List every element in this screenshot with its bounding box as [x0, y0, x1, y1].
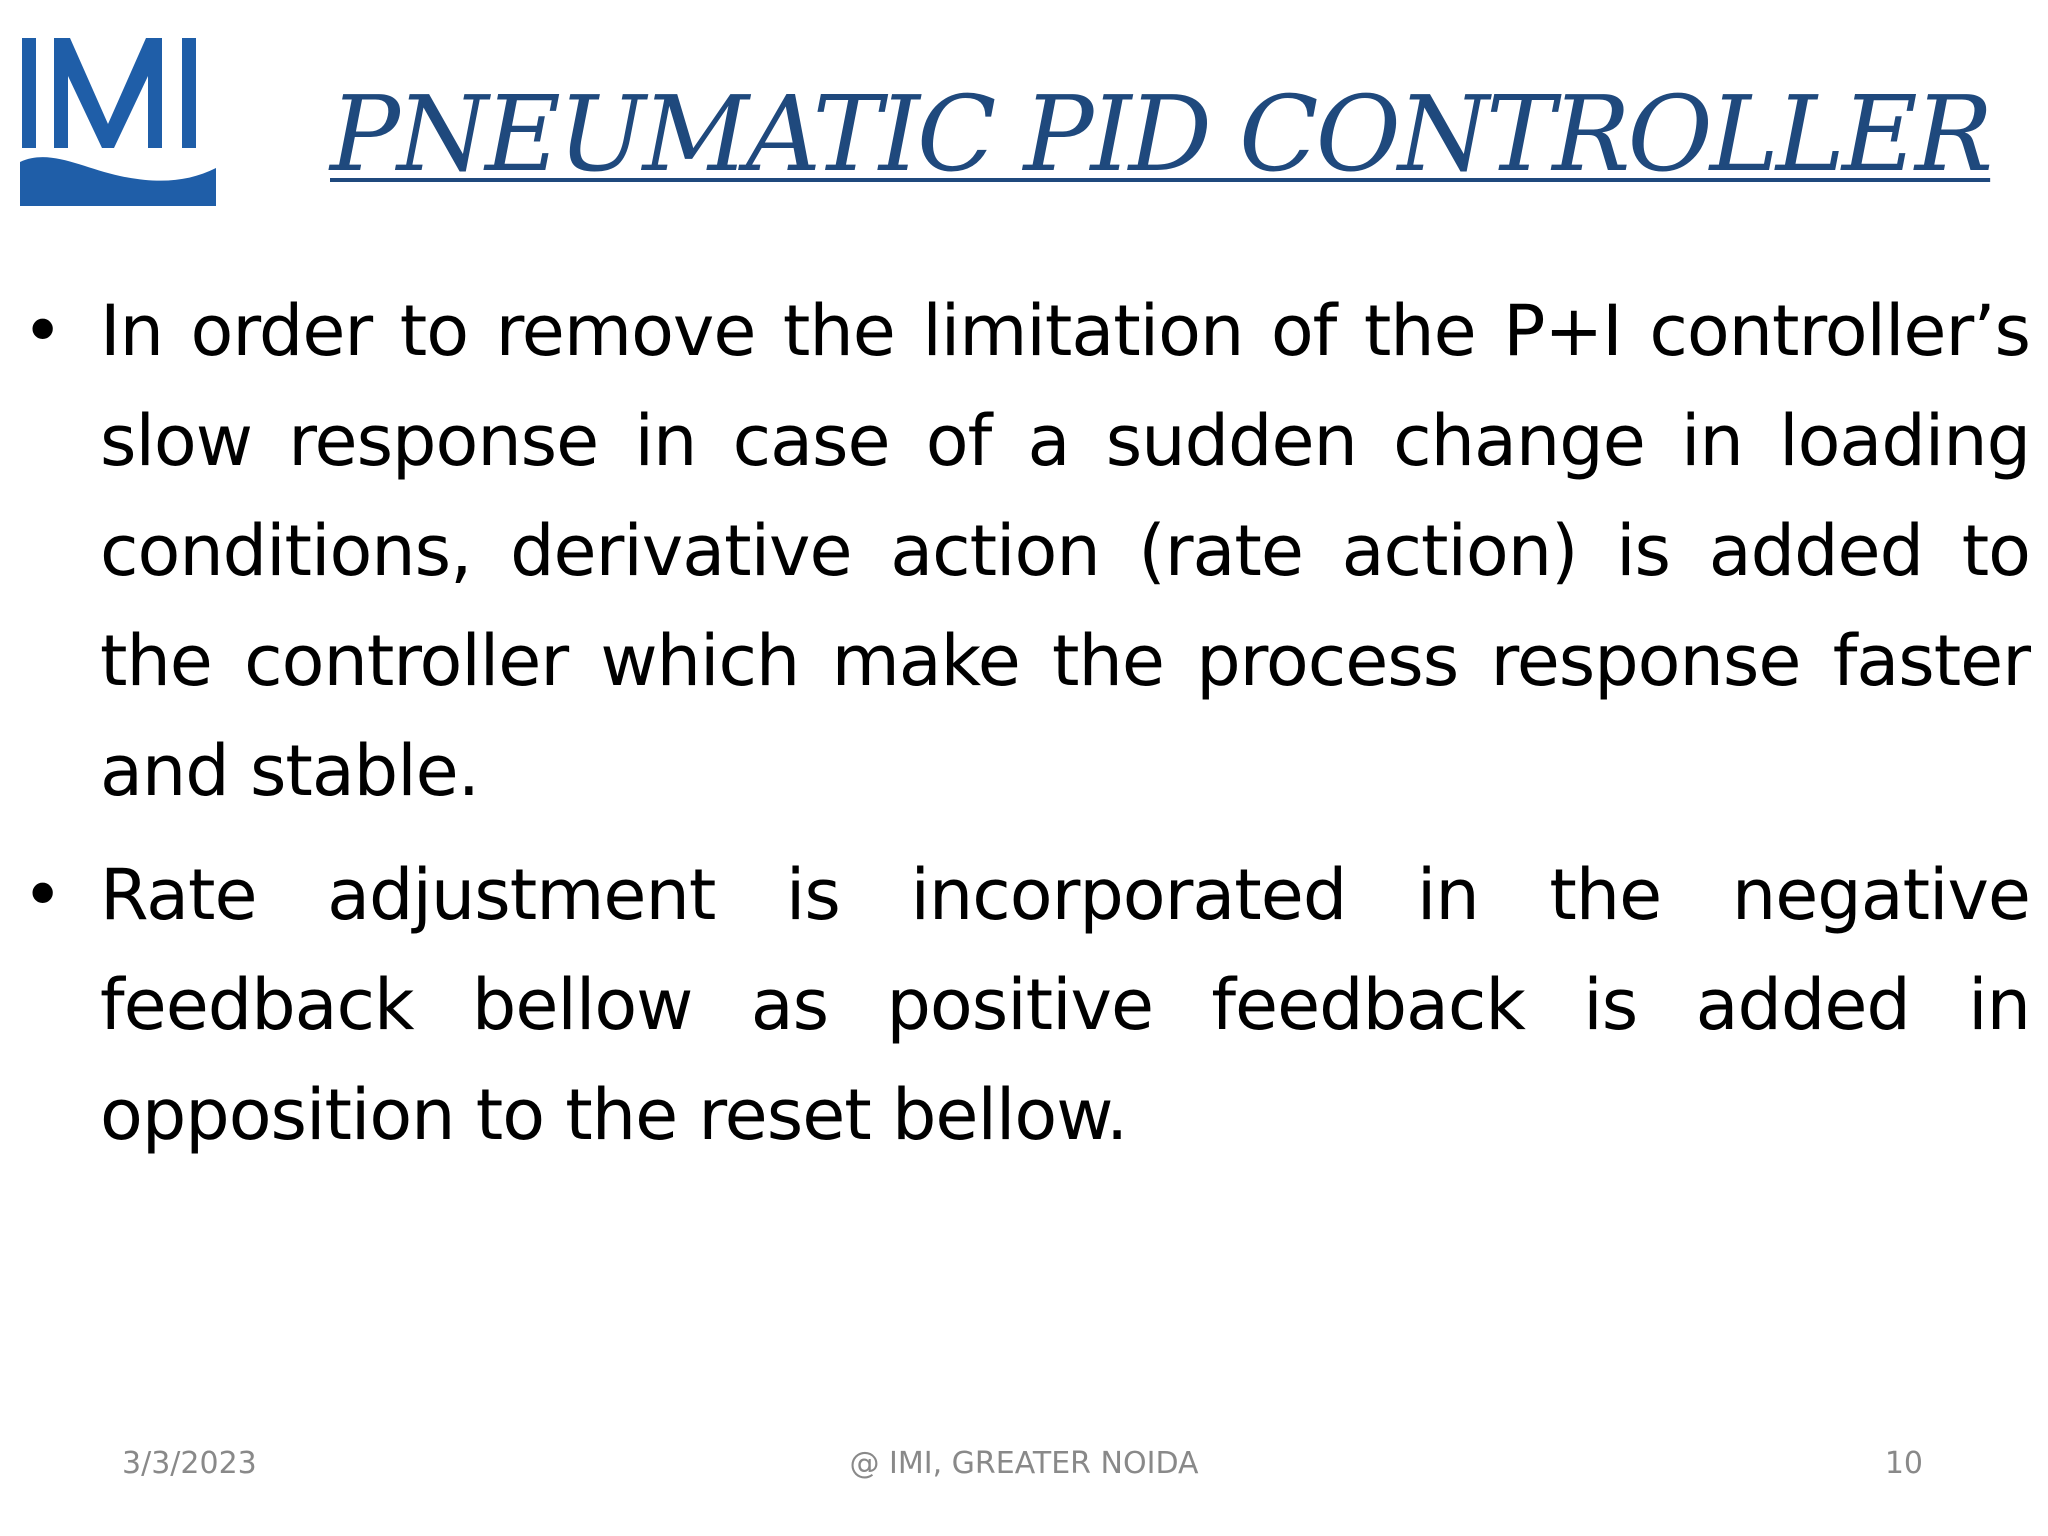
imi-logo	[20, 36, 220, 208]
page-number: 10	[1884, 1446, 1923, 1481]
imi-logo-icon	[20, 36, 220, 208]
bullet-item: • Rate adjustment is incorporated in the negative feedback bellow as positive feedback is added in opposition to the reset bellow.	[0, 840, 2030, 1170]
bullet-item: • In order to remove the limitation of the P+I controller’s slow response in case of a sudden change in loading conditions, derivative action (rate action) is added to the controller which make the process response faster and stable.	[0, 276, 2030, 826]
footer-date: 3/3/2023	[122, 1446, 257, 1481]
footer-organization: @ IMI, GREATER NOIDA	[849, 1446, 1199, 1481]
bullet-list	[0, 276, 2030, 1184]
title-text: PNEUMATIC PID CONTROLLER	[330, 73, 1991, 195]
page-title	[330, 72, 2030, 197]
